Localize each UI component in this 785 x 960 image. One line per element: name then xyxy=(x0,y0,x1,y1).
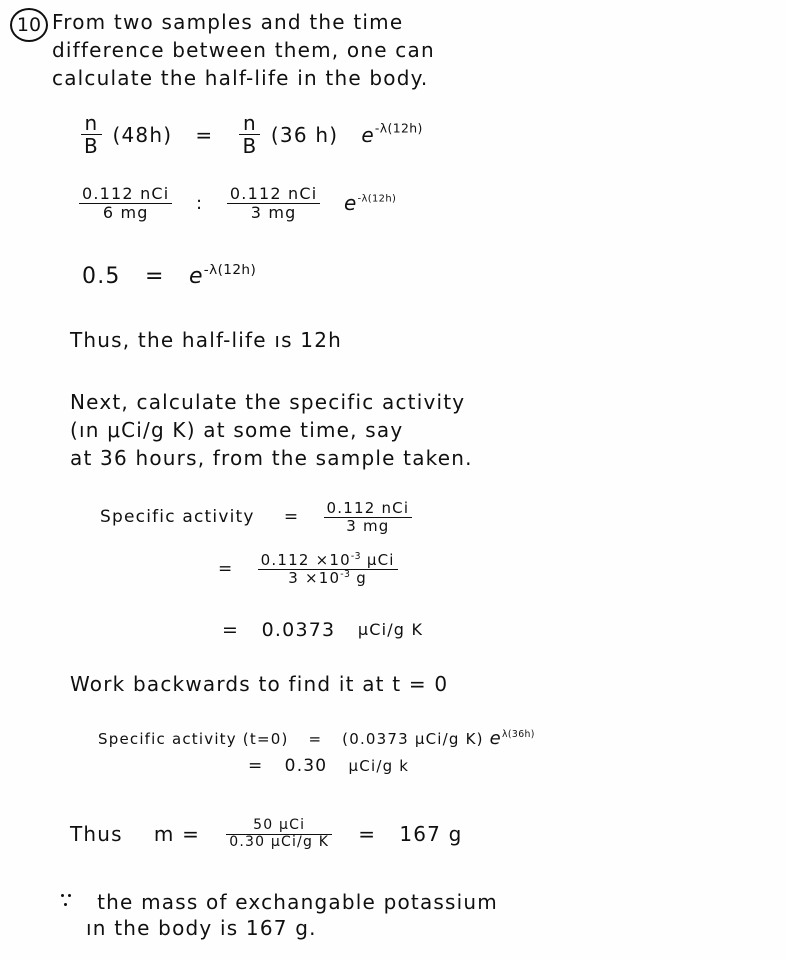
fraction-numerator: n xyxy=(242,111,257,135)
half-life-conclusion: Thus, the half-life ıs 12h xyxy=(70,328,343,352)
backwards-result-value: 0.30 xyxy=(284,756,328,776)
backwards-exponential-base: e xyxy=(489,728,502,749)
eq1-exponent: -λ(12h) xyxy=(374,120,423,136)
fraction-n-over-B-left xyxy=(81,112,102,158)
mass-thus-label: Thus xyxy=(70,822,123,847)
fraction-denominator: 3 mg xyxy=(227,203,320,222)
backwards-equation xyxy=(98,728,535,749)
intro-line-2: difference between them, one can xyxy=(52,38,435,62)
backwards-equals: = xyxy=(308,729,323,748)
final-statement-text-1: the mass of exchangable potassium xyxy=(97,889,498,914)
fraction-denominator: 0.30 μCi/g K xyxy=(226,834,332,851)
eq1-exponential-base: e xyxy=(361,122,375,147)
specific-activity-equals-2: = xyxy=(218,559,234,580)
specific-activity-equals-1: = xyxy=(283,507,300,528)
fraction-denominator xyxy=(258,569,398,587)
eq1-arg-2: (36 h) xyxy=(270,122,339,147)
final-statement-line-2: ın the body is 167 g. xyxy=(86,916,317,940)
eq3-equals: = xyxy=(145,263,165,289)
next-line-3: at 36 hours, from the sample taken. xyxy=(70,446,473,470)
backwards-label: Specific activity (t=0) xyxy=(98,729,289,748)
backwards-result-equals: = xyxy=(248,756,264,776)
fraction-denominator: 6 mg xyxy=(79,203,172,222)
backwards-exponent: λ(36h) xyxy=(501,729,535,740)
numerator-units: μCi xyxy=(360,551,395,569)
backwards-result-units: μCi/g k xyxy=(348,757,410,775)
fraction-right-sample xyxy=(227,185,320,222)
fraction-numerator: 50 μCi xyxy=(253,817,306,833)
denominator-units: g xyxy=(350,568,368,587)
specific-activity-line-1 xyxy=(100,500,415,535)
mass-calculation-line xyxy=(70,818,463,850)
intro-line-3: calculate the half-life in the body. xyxy=(52,66,429,90)
fraction-numerator: 0.112 nCi xyxy=(82,184,170,203)
numerator-exponent: -3 xyxy=(350,551,361,562)
specific-activity-equals-3: = xyxy=(222,618,240,641)
fraction-denominator: 3 mg xyxy=(324,517,413,535)
backwards-result-line xyxy=(248,756,409,776)
next-line-1: Next, calculate the specific activity xyxy=(70,390,466,414)
eq3-exponential-base: e xyxy=(189,263,204,289)
specific-activity-result: 0.0373 xyxy=(261,618,336,641)
next-line-2: (ın μCi/g K) at some time, say xyxy=(70,418,404,442)
fraction-left-sample xyxy=(79,185,172,222)
backwards-paren-term: (0.0373 μCi/g K) xyxy=(342,729,484,748)
fraction-denominator: B xyxy=(239,134,260,157)
specific-activity-line-2 xyxy=(218,552,401,587)
fraction-activity-over-mass xyxy=(324,500,413,535)
denominator-mantissa: 3 ×10 xyxy=(288,568,341,587)
intro-line-1: From two samples and the time xyxy=(52,10,404,34)
fraction-total-activity-over-specific xyxy=(226,818,332,850)
specific-activity-line-3 xyxy=(222,618,423,641)
eq2-exponential-base: e xyxy=(343,191,358,216)
numerator-mantissa: 0.112 ×10 xyxy=(260,551,351,569)
question-number-badge: 10 xyxy=(10,8,48,42)
mass-equals: = xyxy=(358,822,377,847)
fraction-numerator: 0.112 nCi xyxy=(326,499,410,517)
fraction-denominator: B xyxy=(81,134,102,157)
final-statement-line-1 xyxy=(60,888,498,914)
specific-activity-label: Specific activity xyxy=(100,507,255,528)
eq1-arg-1: (48h) xyxy=(112,122,173,147)
mass-value: 167 g xyxy=(399,822,463,847)
eq1-equals: = xyxy=(195,122,214,147)
eq3-exponent: -λ(12h) xyxy=(203,262,257,278)
equation-1 xyxy=(78,112,423,158)
eq3-lhs: 0.5 xyxy=(82,263,121,289)
fraction-numerator xyxy=(258,552,398,569)
fraction-activity-scientific xyxy=(258,552,398,587)
fraction-n-over-B-right xyxy=(239,112,260,158)
work-backwards-line: Work backwards to find it at t = 0 xyxy=(70,672,449,696)
eq2-exponent: -λ(12h) xyxy=(357,193,397,205)
fraction-numerator: n xyxy=(84,111,99,135)
equation-2 xyxy=(76,185,396,222)
fraction-numerator: 0.112 nCi xyxy=(229,184,318,203)
equation-3 xyxy=(82,262,256,289)
mass-symbol: m = xyxy=(153,822,201,847)
eq2-equals: : xyxy=(196,192,204,214)
denominator-exponent: -3 xyxy=(340,568,351,580)
therefore-symbol-icon xyxy=(60,894,74,910)
specific-activity-result-units: μCi/g K xyxy=(357,620,424,639)
